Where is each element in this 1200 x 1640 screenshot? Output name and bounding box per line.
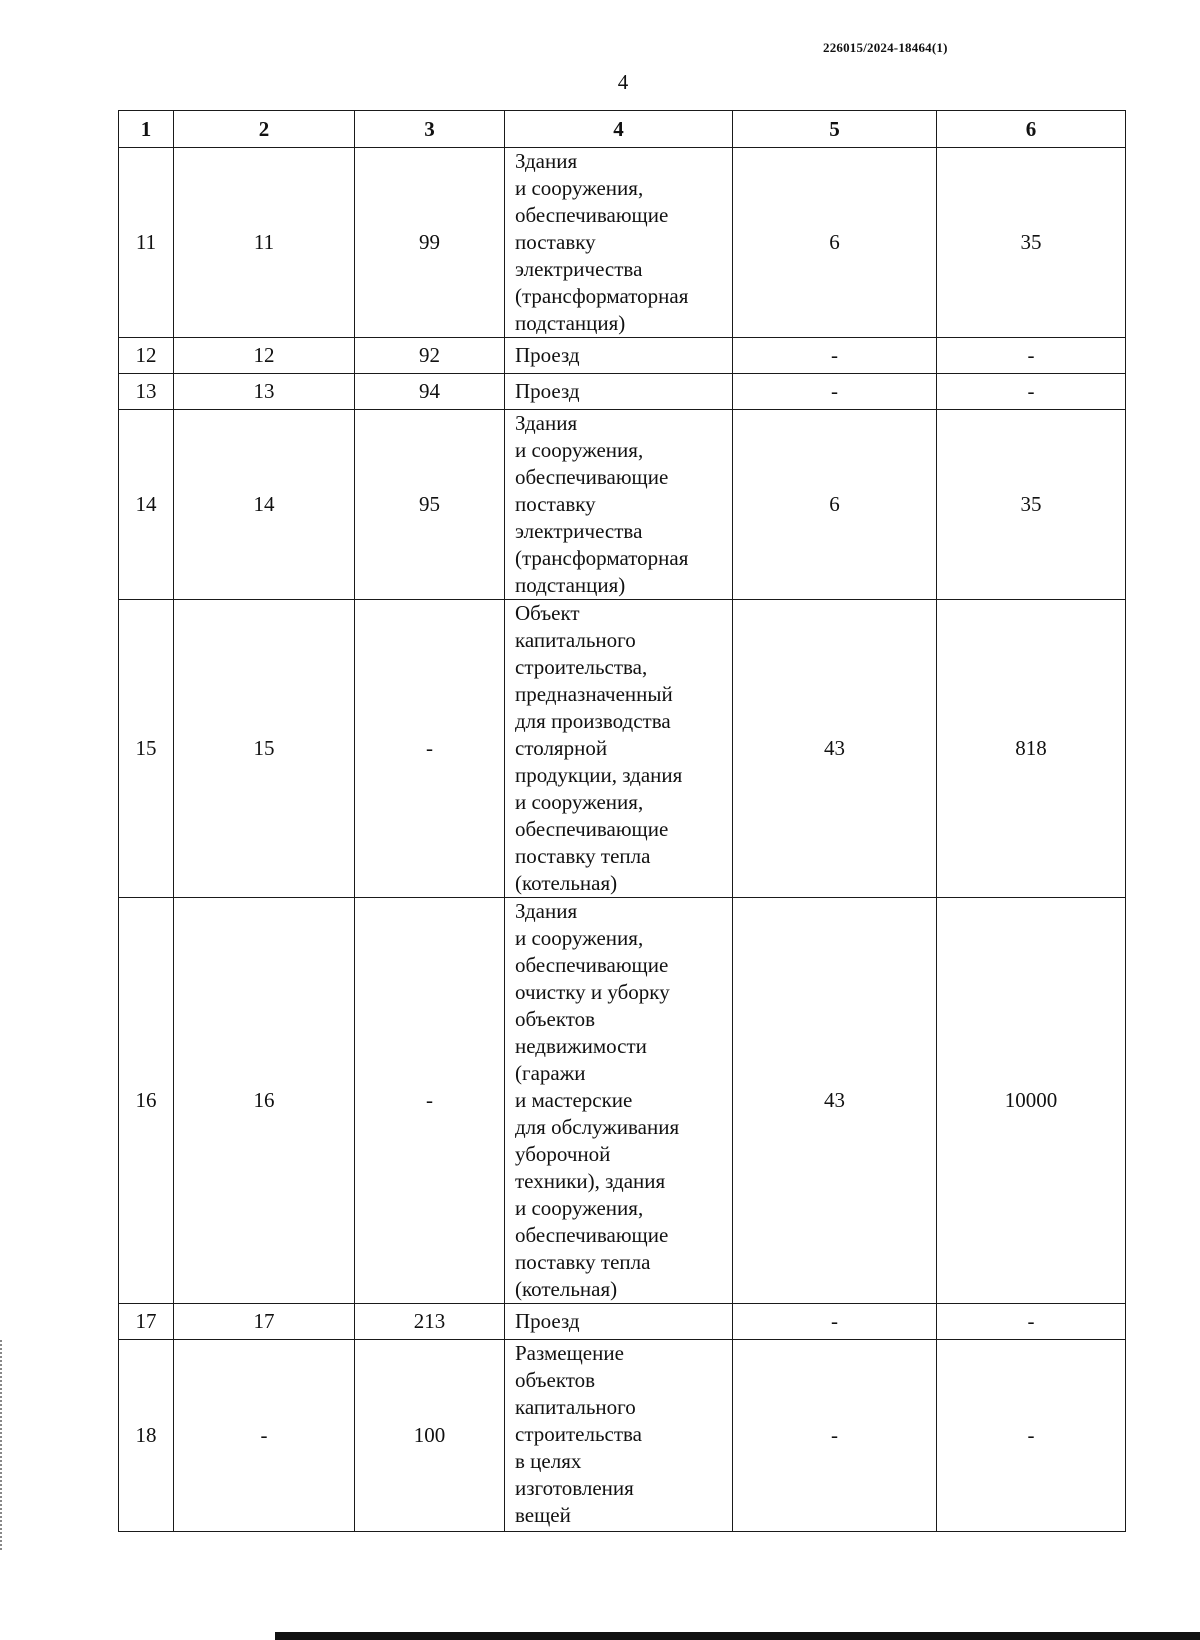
cell-col-4-description: Проезд — [505, 1304, 733, 1340]
cell-col-5: 43 — [733, 600, 937, 898]
cell-col-5: 6 — [733, 410, 937, 600]
header-col-4: 4 — [505, 111, 733, 148]
table-row — [119, 1304, 1126, 1340]
table-header — [119, 111, 1126, 148]
cell-col-3: - — [355, 600, 505, 898]
cell-col-2: 11 — [174, 148, 355, 338]
cell-col-4-description: Объект капитального строительства, предназначенный для производства столярной продукции, здания и сооружения, обеспечивающие поставку тепла (котельная) — [505, 600, 733, 898]
cell-col-6: - — [937, 1304, 1126, 1340]
document-id: 226015/2024-18464(1) — [823, 40, 948, 55]
cell-col-1: 12 — [119, 338, 174, 374]
cell-col-2: 13 — [174, 374, 355, 410]
cell-col-6: 35 — [937, 410, 1126, 600]
cell-col-3: 100 — [355, 1340, 505, 1532]
header-row — [119, 111, 1126, 148]
table-row — [119, 374, 1126, 410]
cell-col-6: 10000 — [937, 898, 1126, 1304]
header-col-1: 1 — [119, 111, 174, 148]
cell-col-4-description: Здания и сооружения, обеспечивающие очистку и уборку объектов недвижимости (гаражи и мастерские для обслуживания уборочной техники), здания и сооружения, обеспечивающие поставку тепла (котельная) — [505, 898, 733, 1304]
cell-col-2: - — [174, 1340, 355, 1532]
cell-col-6: - — [937, 1340, 1126, 1532]
cell-col-3: - — [355, 898, 505, 1304]
cell-col-1: 14 — [119, 410, 174, 600]
header-col-2: 2 — [174, 111, 355, 148]
table-row — [119, 600, 1126, 898]
table-row — [119, 410, 1126, 600]
cell-col-1: 13 — [119, 374, 174, 410]
cell-col-4-description: Проезд — [505, 374, 733, 410]
cell-col-2: 17 — [174, 1304, 355, 1340]
cell-col-5: 6 — [733, 148, 937, 338]
cell-col-3: 92 — [355, 338, 505, 374]
scan-edge-speckle — [0, 1340, 5, 1550]
cell-col-3: 99 — [355, 148, 505, 338]
table-row — [119, 148, 1126, 338]
header-col-6: 6 — [937, 111, 1126, 148]
scan-bottom-edge — [275, 1632, 1200, 1640]
cell-col-3: 213 — [355, 1304, 505, 1340]
cell-col-2: 14 — [174, 410, 355, 600]
page-number: 4 — [617, 70, 629, 94]
data-table-container — [118, 110, 1126, 1532]
cell-col-5: 43 — [733, 898, 937, 1304]
cell-col-6: - — [937, 338, 1126, 374]
cell-col-3: 95 — [355, 410, 505, 600]
table-body — [119, 148, 1126, 1532]
cell-col-2: 15 — [174, 600, 355, 898]
header-col-5: 5 — [733, 111, 937, 148]
cell-col-5: - — [733, 374, 937, 410]
cell-col-6: - — [937, 374, 1126, 410]
table-row — [119, 898, 1126, 1304]
cell-col-6: 35 — [937, 148, 1126, 338]
cell-col-3: 94 — [355, 374, 505, 410]
cell-col-1: 17 — [119, 1304, 174, 1340]
cell-col-4-description: Проезд — [505, 338, 733, 374]
data-table — [118, 110, 1126, 1532]
cell-col-5: - — [733, 338, 937, 374]
header-col-3: 3 — [355, 111, 505, 148]
cell-col-6: 818 — [937, 600, 1126, 898]
cell-col-1: 11 — [119, 148, 174, 338]
cell-col-1: 15 — [119, 600, 174, 898]
cell-col-2: 16 — [174, 898, 355, 1304]
cell-col-5: - — [733, 1340, 937, 1532]
cell-col-4-description: Здания и сооружения, обеспечивающие поставку электричества (трансформаторная подстанция) — [505, 410, 733, 600]
cell-col-2: 12 — [174, 338, 355, 374]
table-row — [119, 1340, 1126, 1532]
cell-col-1: 18 — [119, 1340, 174, 1532]
cell-col-4-description: Размещение объектов капитального строительства в целях изготовления вещей — [505, 1340, 733, 1532]
cell-col-4-description: Здания и сооружения, обеспечивающие поставку электричества (трансформаторная подстанция) — [505, 148, 733, 338]
table-row — [119, 338, 1126, 374]
cell-col-5: - — [733, 1304, 937, 1340]
cell-col-1: 16 — [119, 898, 174, 1304]
